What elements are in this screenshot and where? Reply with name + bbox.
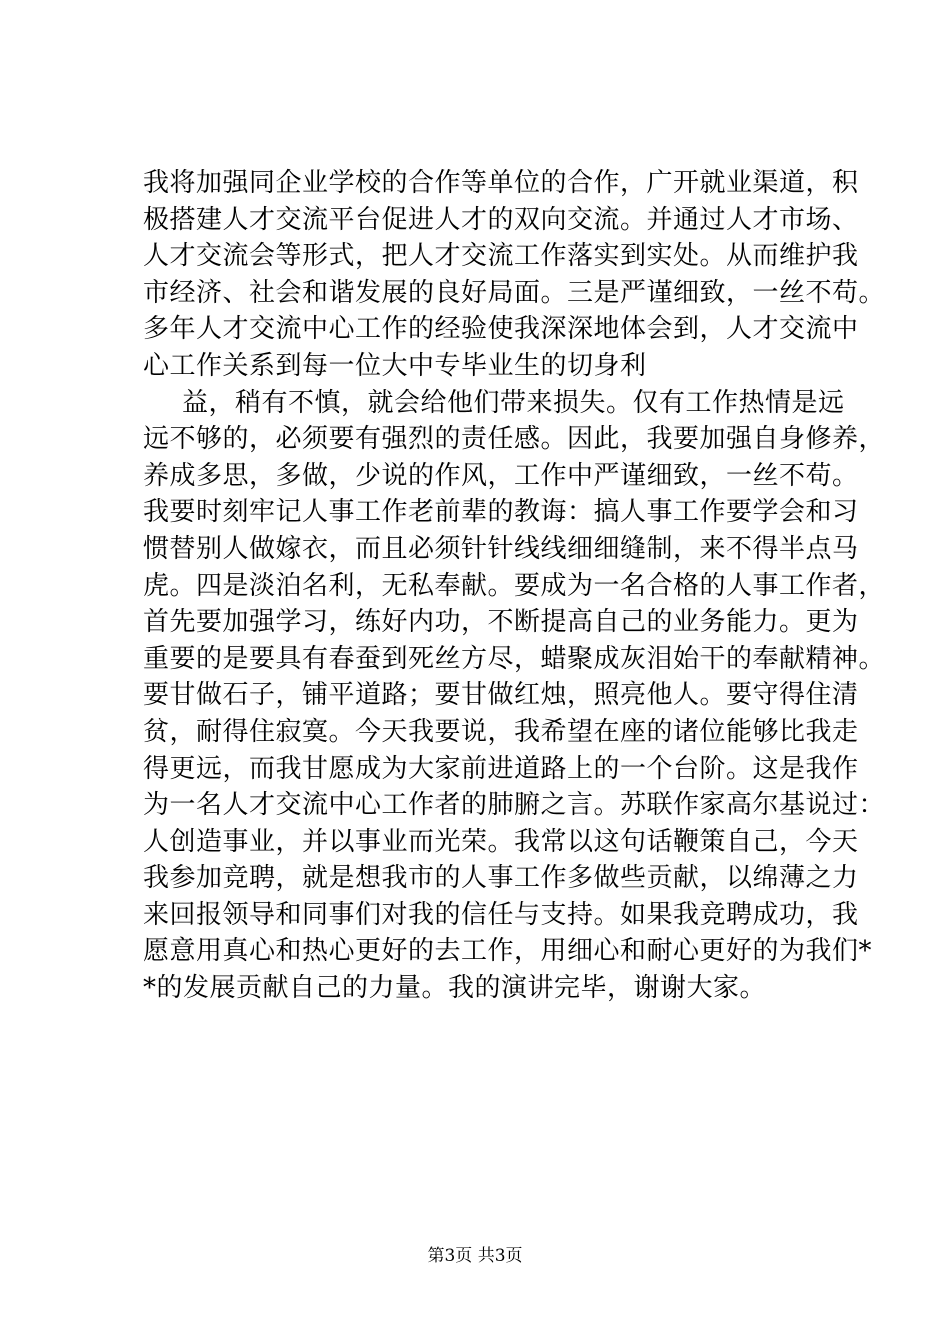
text-line: 愿意用真心和热心更好的去工作，用细心和耐心更好的为我们* <box>143 936 873 967</box>
text-line: 惯替别人做嫁衣，而且必须针针线线细细缝制，来不得半点马 <box>143 533 859 564</box>
text-line: 我参加竞聘，就是想我市的人事工作多做些贡献，以绵薄之力 <box>143 863 859 894</box>
text-line: 为一名人才交流中心工作者的肺腑之言。苏联作家高尔基说过： <box>143 790 886 821</box>
document-body <box>143 165 886 1007</box>
text-line: 养成多思，多做，少说的作风，工作中严谨细致，一丝不苟。 <box>143 460 859 491</box>
text-line: 要甘做石子，铺平道路；要甘做红烛，照亮他人。要守得住清 <box>143 680 859 711</box>
text-line: *的发展贡献自己的力量。我的演讲完毕，谢谢大家。 <box>143 973 767 1004</box>
text-line: 极搭建人才交流平台促进人才的双向交流。并通过人才市场、 <box>143 204 859 235</box>
text-line: 首先要加强学习，练好内功，不断提高自己的业务能力。更为 <box>143 607 859 638</box>
page-number-footer: 第3页 共3页 <box>427 1246 523 1266</box>
text-line: 多年人才交流中心工作的经验使我深深地体会到，人才交流中 <box>143 314 859 345</box>
text-line: 人创造事业，并以事业而光荣。我常以这句话鞭策自己，今天 <box>143 826 859 857</box>
text-line: 来回报领导和同事们对我的信任与支持。如果我竞聘成功，我 <box>143 899 859 930</box>
text-line: 虎。四是淡泊名利，无私奉献。要成为一名合格的人事工作者， <box>143 570 886 601</box>
text-line: 远不够的，必须要有强烈的责任感。因此，我要加强自身修养， <box>143 424 886 455</box>
text-line: 重要的是要具有春蚕到死丝方尽，蜡聚成灰泪始干的奉献精神。 <box>143 643 886 674</box>
text-line: 我要时刻牢记人事工作老前辈的教诲：搞人事工作要学会和习 <box>143 497 859 528</box>
text-line: 市经济、社会和谐发展的良好局面。三是严谨细致，一丝不苟。 <box>143 277 886 308</box>
text-line-indented: 益，稍有不慎，就会给他们带来损失。仅有工作热情是远 <box>182 387 845 418</box>
text-line: 我将加强同企业学校的合作等单位的合作，广开就业渠道，积 <box>143 168 859 198</box>
text-line: 人才交流会等形式，把人才交流工作落实到实处。从而维护我 <box>143 241 859 272</box>
text-line: 贫，耐得住寂寞。今天我要说，我希望在座的诸位能够比我走 <box>143 716 859 747</box>
text-line: 心工作关系到每一位大中专毕业生的切身利 <box>143 350 647 381</box>
text-line: 得更远，而我甘愿成为大家前进道路上的一个台阶。这是我作 <box>143 753 859 784</box>
